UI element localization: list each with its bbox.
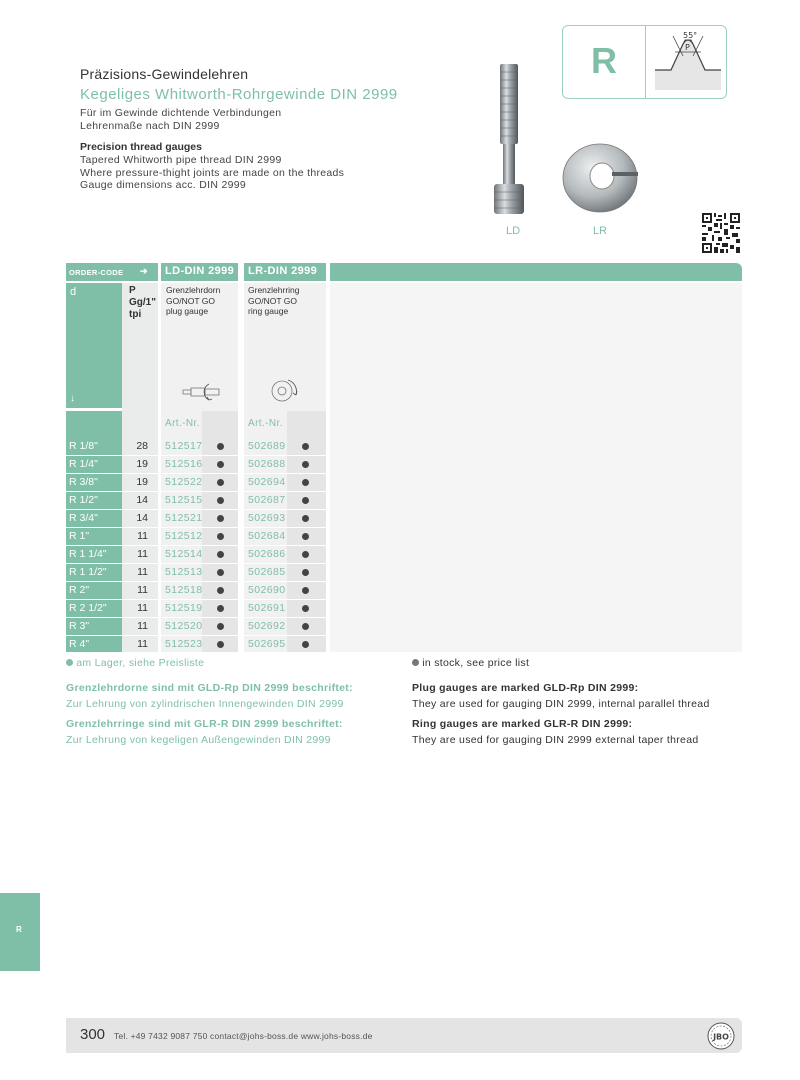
- row-separator: [122, 473, 158, 474]
- company-logo-icon: [706, 1021, 736, 1051]
- page-title: Präzisions-Gewindelehren: [80, 66, 249, 82]
- lr-article-number[interactable]: 502692: [248, 620, 286, 632]
- divider: [645, 26, 646, 98]
- ring-gauge-icon: [266, 377, 302, 405]
- ld-stock-dot-icon: [217, 461, 224, 468]
- pitch-value: 11: [137, 584, 148, 596]
- lr-article-number[interactable]: 502693: [248, 512, 286, 524]
- pitch-value: 11: [137, 638, 148, 650]
- table-row[interactable]: [66, 581, 326, 599]
- table-row[interactable]: [66, 617, 326, 635]
- english-line: Where pressure-thight joints are made on the threads: [80, 166, 345, 179]
- german-line: Lehrenmaße nach DIN 2999: [80, 119, 220, 132]
- row-separator: [244, 509, 326, 510]
- page-footer: [66, 1018, 742, 1053]
- pitch-header: [129, 285, 156, 321]
- lr-description-line: GO/NOT GO: [248, 295, 297, 306]
- lr-description: [248, 285, 300, 317]
- ld-stock-dot-icon: [217, 605, 224, 612]
- ld-stock-dot-icon: [217, 641, 224, 648]
- lr-stock-dot-icon: [302, 497, 309, 504]
- lr-stock-dot-icon: [302, 533, 309, 540]
- pitch-header-line: Gg/1": [129, 297, 156, 308]
- lr-article-number[interactable]: 502690: [248, 584, 286, 596]
- page-number: 300: [80, 1026, 106, 1043]
- ld-stock-dot-icon: [217, 443, 224, 450]
- note-title: Grenzlehrdorne sind mit GLD-Rp DIN 2999 beschriftet:: [66, 682, 353, 694]
- ld-article-number[interactable]: 512517: [165, 440, 203, 452]
- note-text: They are used for gauging DIN 2999, internal parallel thread: [412, 698, 710, 710]
- lr-article-number-header: Art.-Nr.: [248, 418, 283, 429]
- thread-size: R 3/4": [69, 512, 98, 524]
- row-separator: [244, 581, 326, 582]
- note-ring-de: [66, 718, 343, 747]
- thread-size: R 1/2": [69, 494, 98, 506]
- section-side-tab[interactable]: [0, 893, 40, 971]
- row-separator: [66, 545, 122, 546]
- thread-size: R 1 1/2": [69, 566, 107, 578]
- table-row[interactable]: [66, 545, 326, 563]
- row-separator: [161, 491, 238, 492]
- lr-stock-dot-icon: [302, 443, 309, 450]
- arrow-right-icon: ➔: [140, 266, 148, 276]
- thread-size: R 1/4": [69, 458, 98, 470]
- note-plug-de: [66, 682, 353, 711]
- english-title: Precision thread gauges: [80, 141, 202, 153]
- page-subtitle: Kegeliges Whitworth-Rohrgewinde DIN 2999: [80, 86, 398, 103]
- pitch-header-line: tpi: [129, 309, 142, 320]
- row-separator: [244, 635, 326, 636]
- contact-info: Tel. +49 7432 9087 750 contact@johs-boss.de www.johs-boss.de: [114, 1031, 373, 1041]
- row-separator: [66, 563, 122, 564]
- table-row[interactable]: [66, 599, 326, 617]
- ld-article-number[interactable]: 512518: [165, 584, 203, 596]
- angle-label: 55°: [683, 31, 698, 40]
- pitch-value: 11: [137, 566, 148, 578]
- row-separator: [161, 473, 238, 474]
- note-title: Ring gauges are marked GLR-R DIN 2999:: [412, 718, 633, 730]
- row-separator: [66, 491, 122, 492]
- d-column-header: [66, 283, 122, 408]
- ld-article-number[interactable]: 512514: [165, 548, 203, 560]
- thread-size: R 2": [69, 584, 90, 596]
- ld-article-number[interactable]: 512515: [165, 494, 203, 506]
- row-separator: [161, 545, 238, 546]
- company-logo-text: JBO: [713, 1032, 729, 1042]
- lr-stock-dot-icon: [302, 515, 309, 522]
- row-separator: [122, 509, 158, 510]
- pitch-value: 19: [136, 458, 148, 470]
- row-separator: [161, 563, 238, 564]
- row-separator: [66, 527, 122, 528]
- ld-stock-dot-icon: [217, 623, 224, 630]
- pitch-header-line: P: [129, 285, 136, 296]
- row-separator: [122, 563, 158, 564]
- product-table: [66, 263, 742, 652]
- table-row[interactable]: [66, 455, 326, 473]
- lr-stock-dot-icon: [302, 461, 309, 468]
- lr-stock-dot-icon: [302, 623, 309, 630]
- pitch-value: 11: [137, 548, 148, 560]
- ld-stock-dot-icon: [217, 515, 224, 522]
- stock-legend-en-text: in stock, see price list: [422, 657, 530, 669]
- row-separator: [66, 455, 122, 456]
- row-separator: [161, 581, 238, 582]
- row-separator: [244, 455, 326, 456]
- ld-article-number[interactable]: 512521: [165, 512, 203, 524]
- lr-article-number[interactable]: 502691: [248, 602, 286, 614]
- table-row[interactable]: [66, 563, 326, 581]
- pitch-value: 28: [136, 440, 148, 452]
- english-line: Tapered Whitworth pipe thread DIN 2999: [80, 154, 282, 166]
- ring-gauge-label: LR: [593, 225, 608, 237]
- ring-gauge-image: [560, 140, 640, 216]
- note-text: Zur Lehrung von zylindrischen Innengewinden DIN 2999: [66, 698, 344, 710]
- plug-gauge-image: [490, 62, 540, 222]
- thread-size: R 1": [69, 530, 90, 542]
- lr-article-number[interactable]: 502689: [248, 440, 286, 452]
- thread-size: R 4": [69, 638, 90, 650]
- row-separator: [66, 599, 122, 600]
- thread-size: R 3": [69, 620, 90, 632]
- lr-article-number[interactable]: 502695: [248, 638, 286, 650]
- lr-article-number[interactable]: 502684: [248, 530, 286, 542]
- ld-article-number[interactable]: 512520: [165, 620, 203, 632]
- ld-article-number[interactable]: 512516: [165, 458, 203, 470]
- row-separator: [161, 617, 238, 618]
- table-row[interactable]: [66, 473, 326, 491]
- row-separator: [122, 545, 158, 546]
- row-separator: [66, 581, 122, 582]
- ld-stock-dot-icon: [217, 587, 224, 594]
- thread-size: R 1/8": [69, 440, 98, 452]
- lr-article-number[interactable]: 502687: [248, 494, 286, 506]
- ld-stock-dot-icon: [217, 533, 224, 540]
- english-line: Gauge dimensions acc. DIN 2999: [80, 179, 247, 191]
- qr-code-icon[interactable]: [702, 213, 740, 253]
- row-separator: [122, 599, 158, 600]
- pitch-value: 14: [136, 512, 148, 524]
- row-separator: [161, 635, 238, 636]
- ld-article-number[interactable]: 512519: [165, 602, 203, 614]
- lr-article-number[interactable]: 502688: [248, 458, 286, 470]
- row-separator: [161, 599, 238, 600]
- stock-legend-en: [412, 657, 529, 670]
- note-text: Zur Lehrung von kegeligen Außengewinden DIN 2999: [66, 734, 331, 746]
- pitch-value: 11: [137, 620, 148, 632]
- row-separator: [161, 455, 238, 456]
- ld-article-number[interactable]: 512523: [165, 638, 203, 650]
- lr-article-number[interactable]: 502694: [248, 476, 286, 488]
- row-separator: [66, 473, 122, 474]
- german-description: [80, 107, 281, 132]
- row-separator: [122, 527, 158, 528]
- german-line: Für im Gewinde dichtende Verbindungen: [80, 107, 282, 119]
- ld-article-number[interactable]: 512512: [165, 530, 203, 542]
- ld-description-line: plug gauge: [166, 306, 209, 316]
- row-separator: [244, 473, 326, 474]
- stock-dot-icon: [66, 659, 73, 666]
- plug-gauge-icon: [181, 381, 225, 403]
- note-plug-en: [412, 682, 710, 711]
- note-ring-en: [412, 718, 698, 747]
- row-separator: [244, 491, 326, 492]
- table-row[interactable]: [66, 491, 326, 509]
- lr-stock-dot-icon: [302, 587, 309, 594]
- order-code-label: ORDER-CODE: [69, 268, 124, 277]
- ld-description: [166, 285, 220, 317]
- stock-dot-icon: [412, 659, 419, 666]
- pitch-value: 11: [137, 530, 148, 542]
- ld-column-header: [161, 263, 238, 281]
- row-separator: [244, 599, 326, 600]
- thread-size: R 1 1/4": [69, 548, 107, 560]
- lr-stock-dot-icon: [302, 569, 309, 576]
- row-separator: [244, 617, 326, 618]
- lr-article-number[interactable]: 502685: [248, 566, 286, 578]
- row-separator: [122, 635, 158, 636]
- lr-stock-dot-icon: [302, 641, 309, 648]
- table-row[interactable]: [66, 509, 326, 527]
- row-separator: [244, 563, 326, 564]
- note-title: Grenzlehrringe sind mit GLR-R DIN 2999 beschriftet:: [66, 718, 343, 730]
- pitch-value: 14: [136, 494, 148, 506]
- lr-description-line: Grenzlehrring: [248, 285, 300, 295]
- ld-stock-dot-icon: [217, 569, 224, 576]
- row-separator: [122, 491, 158, 492]
- row-separator: [122, 581, 158, 582]
- thread-profile-icon: [653, 30, 723, 94]
- thread-size: R 2 1/2": [69, 602, 107, 614]
- stock-legend-de-text: am Lager, siehe Preisliste: [76, 657, 205, 669]
- lr-column-title: LR-DIN 2999: [248, 265, 318, 277]
- ld-article-number[interactable]: 512522: [165, 476, 203, 488]
- row-separator: [66, 617, 122, 618]
- pitch-label: P: [685, 43, 690, 52]
- table-row[interactable]: [66, 527, 326, 545]
- ld-article-number-header: Art.-Nr.: [165, 418, 200, 429]
- lr-stock-dot-icon: [302, 551, 309, 558]
- table-row[interactable]: [66, 437, 326, 455]
- order-code-header: [66, 263, 158, 281]
- row-separator: [122, 455, 158, 456]
- lr-stock-dot-icon: [302, 479, 309, 486]
- note-text: They are used for gauging DIN 2999 external taper thread: [412, 734, 699, 746]
- thread-type-box: [562, 25, 727, 99]
- d-label: d: [70, 286, 77, 298]
- pitch-value: 19: [136, 476, 148, 488]
- lr-stock-dot-icon: [302, 605, 309, 612]
- plug-gauge-label: LD: [506, 225, 521, 237]
- lr-description-line: ring gauge: [248, 306, 289, 316]
- row-separator: [161, 509, 238, 510]
- lr-column-header: [244, 263, 326, 281]
- pitch-value: 11: [137, 602, 148, 614]
- ld-description-line: GO/NOT GO: [166, 295, 215, 306]
- table-row[interactable]: [66, 635, 326, 653]
- ld-stock-dot-icon: [217, 497, 224, 504]
- thread-type-letter: R: [591, 40, 617, 81]
- thread-size: R 3/8": [69, 476, 98, 488]
- header-filler: [330, 263, 742, 281]
- row-separator: [66, 635, 122, 636]
- row-separator: [122, 617, 158, 618]
- row-separator: [161, 527, 238, 528]
- row-separator: [244, 545, 326, 546]
- lr-article-number[interactable]: 502686: [248, 548, 286, 560]
- stock-legend-de: [66, 657, 204, 670]
- note-title: Plug gauges are marked GLD-Rp DIN 2999:: [412, 682, 639, 694]
- ld-description-line: Grenzlehrdorn: [166, 285, 221, 295]
- ld-column-title: LD-DIN 2999: [165, 265, 235, 277]
- section-side-tab-label: R: [16, 925, 22, 934]
- empty-area-bg: [330, 283, 742, 652]
- ld-article-number[interactable]: 512513: [165, 566, 203, 578]
- down-arrow-icon: ↓: [70, 393, 75, 404]
- english-description: [80, 154, 344, 192]
- ld-stock-dot-icon: [217, 479, 224, 486]
- ld-stock-dot-icon: [217, 551, 224, 558]
- row-separator: [244, 527, 326, 528]
- row-separator: [66, 509, 122, 510]
